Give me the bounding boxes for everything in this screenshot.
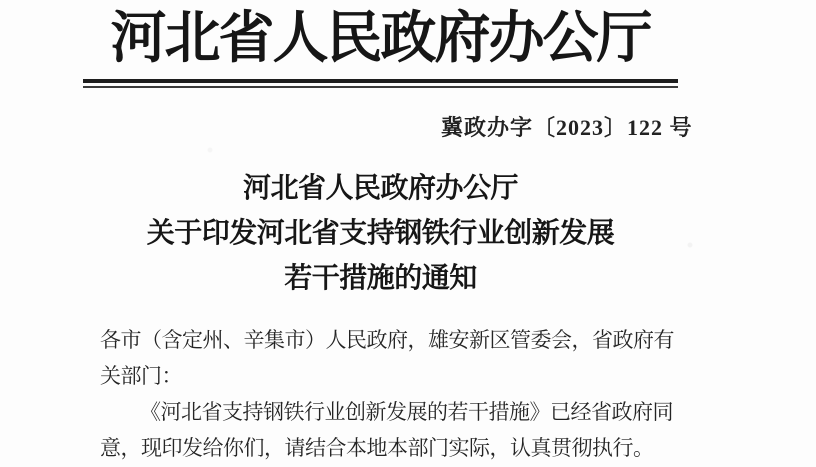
body-line-notice-2: 意，现印发给你们，请结合本地本部门实际，认真贯彻执行。 <box>100 436 654 460</box>
document-content <box>83 0 693 466</box>
document-title-line-1: 河北省人民政府办公厅 <box>242 173 518 204</box>
masthead-divider <box>83 79 678 88</box>
document-title <box>83 166 678 301</box>
divider-thin-line <box>83 86 678 88</box>
document-reference-number: 冀政办字〔2023〕122 号 <box>441 115 693 140</box>
body-line-notice-1: 《河北省支持钢铁行业创新发展的若干措施》已经省政府同 <box>140 400 673 424</box>
masthead-title: 河北省人民政府办公厅 <box>110 8 651 70</box>
divider-thick-line <box>83 79 678 83</box>
body-line-addressees-2: 关部门： <box>100 364 182 388</box>
document-title-line-3: 若干措施的通知 <box>284 263 477 294</box>
document-body <box>83 322 678 466</box>
document-title-line-2: 关于印发河北省支持钢铁行业创新发展 <box>146 218 615 249</box>
body-line-addressees-1: 各市（含定州、辛集市）人民政府，雄安新区管委会，省政府有 <box>100 328 674 352</box>
